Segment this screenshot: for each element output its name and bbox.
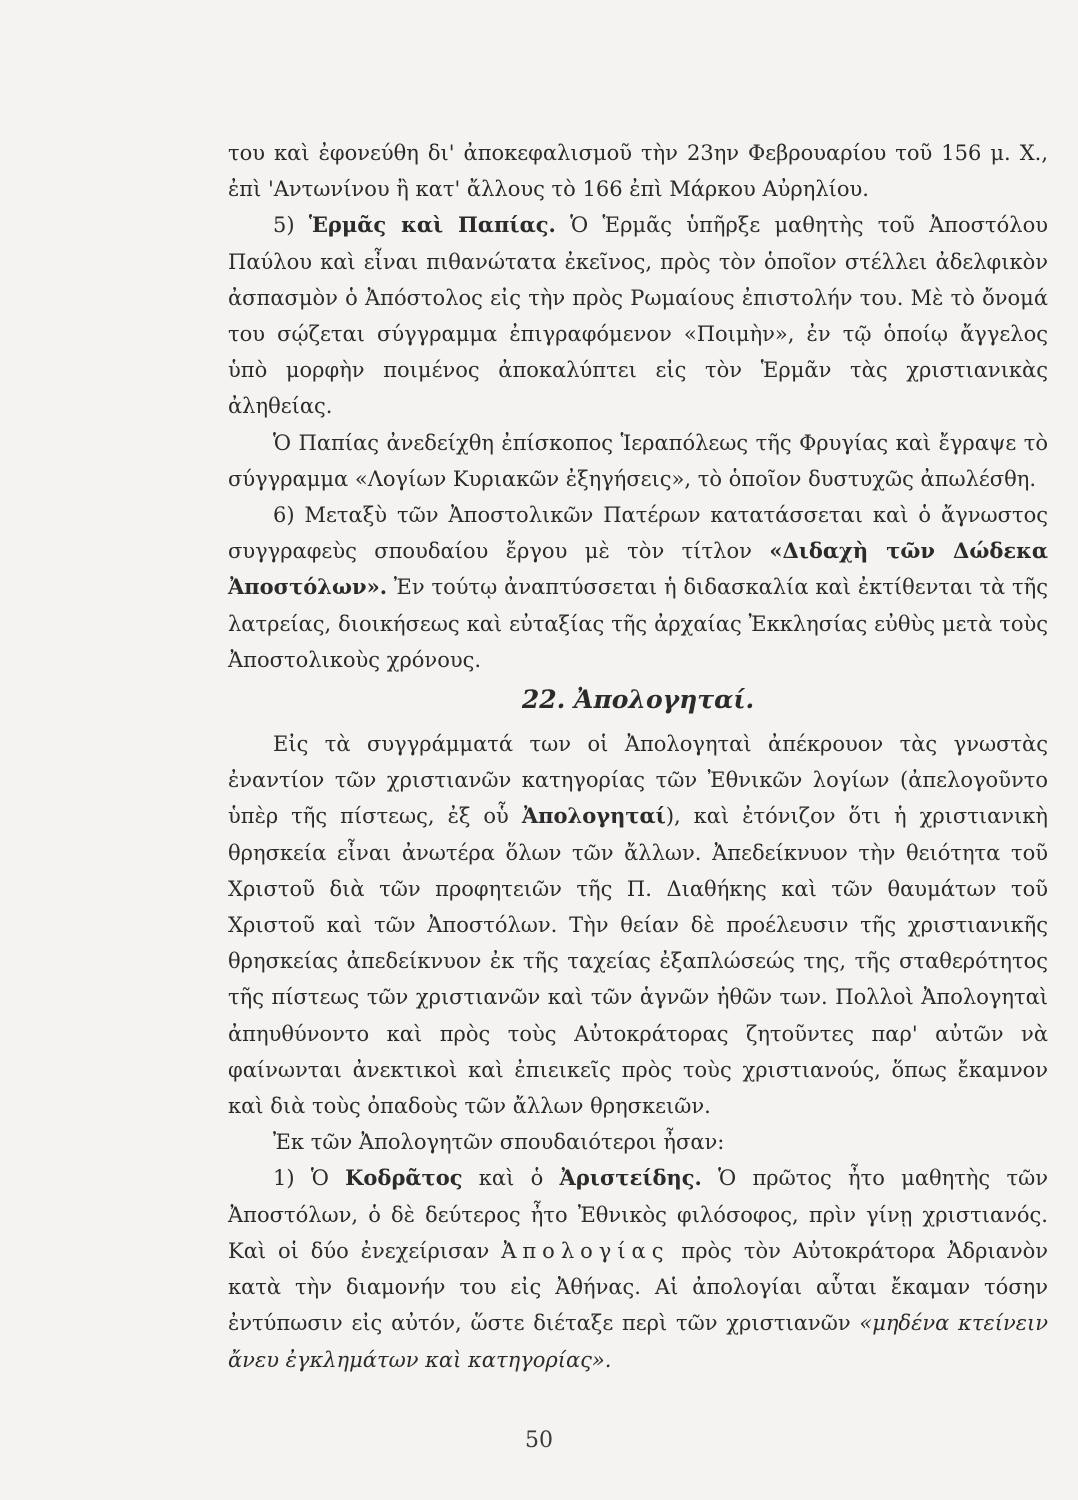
paragraph-text: Ἐκ τῶν Ἀπολογητῶν σπουδαιότεροι ἦσαν: <box>273 1130 725 1155</box>
paragraph-hermas-papias <box>228 207 1048 424</box>
section-term: Κοδρᾶτος <box>345 1165 463 1191</box>
paragraph-papias <box>228 425 1048 497</box>
paragraph-text: πρὸς τὸν Αὐτοκράτορα Ἀδριανὸν κατὰ τὴν διαμονήν του εἰς Ἀθήνας. Αἱ ἀπολογίαι αὗται ἔκαμαν τόσην ἐντύπωσιν εἰς αὐτόν, ὥστε διέταξε περὶ τῶν χριστιανῶν <box>228 1238 1048 1336</box>
paragraph-text: καὶ ὁ <box>462 1166 560 1191</box>
quotation: «μηδένα κτείνειν ἄνευ ἐγκλημάτων καὶ κατηγορίας». <box>228 1311 1048 1372</box>
paragraph-apologists <box>228 726 1048 1124</box>
section-term: «Διδαχὴ τῶν Δώδεκα Ἀποστόλων». <box>228 538 1048 600</box>
paragraph-text: Ὁ πρῶτος ἦτο μαθητὴς τῶν Ἀποστόλων, ὁ δὲ δεύτερος ἦτο Ἐθνικὸς φιλόσοφος, πρὶν γίνῃ χριστιανός. Καὶ οἱ δύο ἐνεχείρισαν <box>228 1166 1048 1263</box>
list-number: 1) Ὁ <box>273 1166 346 1191</box>
list-number: 5) <box>273 213 309 238</box>
spaced-term: Ἀπολογίας <box>501 1238 670 1263</box>
paragraph-text: 6) Μεταξὺ τῶν Ἀποστολικῶν Πατέρων κατατάσσεται καὶ ὁ ἄγνωστος συγγραφεὺς σπουδαίου ἔργου μὲ τὸν τίτλον <box>228 503 1048 564</box>
paragraph-important <box>228 1124 1048 1160</box>
section-term: Ἑρμᾶς καὶ Παπίας. <box>308 212 556 238</box>
paragraph-text: ), καὶ ἐτόνιζον ὅτι ἡ χριστιανικὴ θρησκεία εἶναι ἀνωτέρα ὅλων τῶν ἄλλων. Ἀπεδείκνυον τὴν θειότητα τοῦ Χριστοῦ διὰ τῶν προφητειῶν τῆς Π. Διαθήκης καὶ τῶν θαυμάτων τοῦ Χριστοῦ καὶ τῶν Ἀποστόλων. Τὴν θείαν δὲ προέλευσιν τῆς χριστιανικῆς θρησκείας ἀπεδείκνυον ἐκ τῆς ταχείας ἐξαπλώσεώς της, τῆς σταθερότητος τῆς πίστεως τῶν χριστιανῶν καὶ τῶν ἁγνῶν ἠθῶν των. Πολλοὶ Ἀπολογηταὶ ἀπηυθύνοντο καὶ πρὸς τοὺς Αὐτοκράτορας ζητοῦντες παρ' αὐτῶν νὰ φαίνωνται ἀνεκτικοὶ καὶ ἐπιεικεῖς πρὸς τοὺς χριστιανούς, ὅπως ἔκαμνον καὶ διὰ τοὺς ὀπαδοὺς τῶν ἄλλων θρησκειῶν. <box>228 804 1048 1119</box>
paragraph-text: Ὁ Ἑρμᾶς ὑπῆρξε μαθητὴς τοῦ Ἀποστόλου Παύλου καὶ εἶναι πιθανώτατα ἐκεῖνος, πρὸς τὸν ὁποῖον στέλλει ἀδελφικὸν ἀσπασμὸν ὁ Ἀπόστολος εἰς τὴν πρὸς Ρωμαίους ἐπιστολήν του. Μὲ τὸ ὄνομά του σῴζεται σύγγραμμα ἐπιγραφόμενον «Ποιμὴν», ἐν τῷ ὁποίῳ ἄγγελος ὑπὸ μορφὴν ποιμένος ἀποκαλύπτει εἰς τὸν Ἑρμᾶν τὰς χριστιανικὰς ἀληθείας. <box>228 213 1048 419</box>
section-term: Ἀριστείδης. <box>559 1165 702 1191</box>
paragraph-text: Ἐν τούτῳ ἀναπτύσσεται ἡ διδασκαλία καὶ ἐκτίθενται τὰ τῆς λατρείας, διοικήσεως καὶ εὐταξίας τῆς ἀρχαίας Ἐκκλησίας εὐθὺς μετὰ τοὺς Ἀποστολικοὺς χρόνους. <box>228 575 1048 672</box>
paragraph-didache <box>228 497 1048 678</box>
paragraph-text: του καὶ ἐφονεύθη δι' ἀποκεφαλισμοῦ τὴν 23ην Φεβρουαρίου τοῦ 156 μ. Χ., ἐπὶ 'Αντωνίνου ἢ κατ' ἄλλους τὸ 166 ἐπὶ Μάρκου Αὐρηλίου. <box>228 141 1048 202</box>
paragraph-text: Εἰς τὰ συγγράμματά των οἱ Ἀπολογηταὶ ἀπέκρουον τὰς γνωστὰς ἐναντίον τῶν χριστιανῶν κατηγορίας τῶν Ἐθνικῶν λογίων (ἀπελογοῦντο ὑπὲρ τῆς πίστεως, ἐξ οὗ <box>228 732 1048 829</box>
paragraph-martyrdom <box>228 135 1048 207</box>
paragraph-quadratus <box>228 1160 1048 1377</box>
page-number: 50 <box>525 1428 553 1453</box>
section-heading: 22. Ἀπολογηταί. <box>521 685 755 715</box>
paragraph-text: Ὁ Παπίας ἀνεδείχθη ἐπίσκοπος Ἱεραπόλεως τῆς Φρυγίας καὶ ἔγραψε τὸ σύγγραμμα «Λογίων Κυριακῶν ἐξηγήσεις», τὸ ὁποῖον δυστυχῶς ἀπωλέσθη. <box>228 430 1048 491</box>
body-text <box>228 135 1048 1378</box>
section-term: Ἀπολογηταί <box>521 803 666 829</box>
